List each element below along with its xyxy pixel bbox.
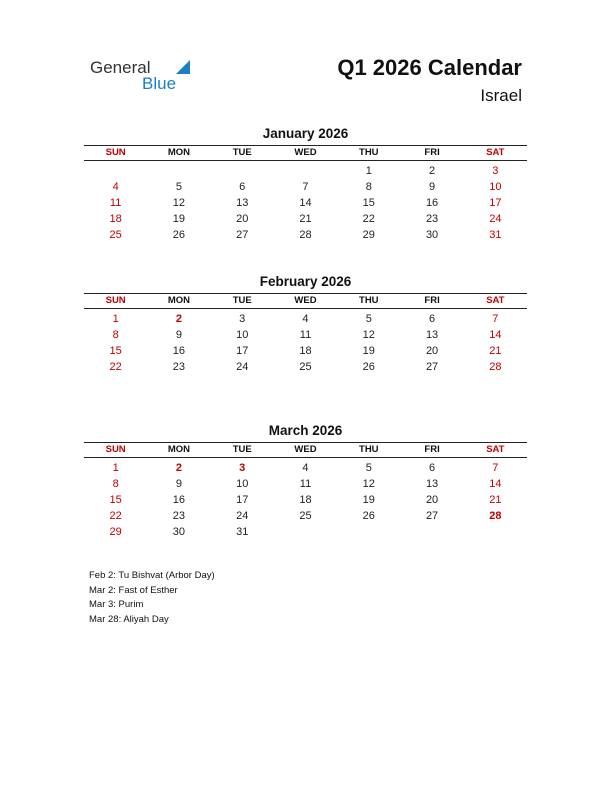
day-cell: 19: [172, 213, 186, 225]
day-grid: [84, 460, 527, 540]
page-title: Q1 2026 Calendar: [337, 55, 522, 80]
day-cell: 24: [489, 213, 502, 225]
day-cell: 5: [365, 462, 372, 474]
weekday-mon: MON: [167, 295, 190, 306]
weekday-tue: TUE: [232, 295, 252, 306]
day-cell: 15: [109, 494, 122, 506]
day-cell: 17: [489, 197, 502, 209]
day-cell: 1: [112, 462, 119, 474]
day-cell: 8: [112, 329, 119, 341]
day-cell: 21: [299, 213, 312, 225]
day-cell: 16: [425, 197, 439, 209]
day-cell: 25: [299, 361, 312, 373]
weekday-mon: MON: [167, 444, 190, 455]
day-cell: 25: [299, 510, 312, 522]
day-cell: 14: [489, 478, 502, 490]
day-cell: 13: [236, 197, 249, 209]
day-cell: 14: [489, 329, 502, 341]
weekday-tue: TUE: [232, 147, 252, 158]
weekday-sat: SAT: [486, 295, 505, 306]
day-cell: 2: [175, 462, 182, 474]
day-cell: 20: [425, 494, 439, 506]
day-cell: 29: [109, 526, 122, 538]
empty-day-cell: [147, 163, 210, 179]
day-cell: 7: [302, 181, 309, 193]
weekday-wed: WED: [294, 295, 317, 306]
weekday-wed: WED: [294, 444, 317, 455]
day-cell: 17: [236, 345, 249, 357]
day-cell: 10: [236, 478, 249, 490]
day-cell: 11: [109, 197, 122, 209]
day-cell: 10: [236, 329, 249, 341]
weekday-header: [84, 293, 527, 309]
day-cell: 25: [109, 229, 122, 241]
month-february: [84, 273, 527, 375]
weekday-fri: FRI: [424, 444, 440, 455]
month-title: March 2026: [268, 423, 343, 438]
day-cell: 26: [362, 361, 375, 373]
day-cell: 24: [236, 510, 249, 522]
day-cell: 12: [362, 329, 375, 341]
day-cell: 24: [236, 361, 249, 373]
day-cell: 11: [299, 329, 312, 341]
day-cell: 29: [362, 229, 375, 241]
weekday-header: [84, 442, 527, 458]
day-cell: 6: [429, 462, 436, 474]
day-cell: 27: [425, 361, 439, 373]
weekday-thu: THU: [359, 147, 379, 158]
day-cell: 26: [362, 510, 375, 522]
day-cell: 2: [429, 165, 436, 177]
day-cell: 28: [299, 229, 312, 241]
day-cell: 12: [362, 478, 375, 490]
day-cell: 15: [109, 345, 122, 357]
day-cell: 12: [172, 197, 186, 209]
holiday-item: Mar 28: Aliyah Day: [89, 613, 169, 625]
holiday-item: Mar 3: Purim: [89, 599, 144, 610]
logo-triangle-icon: [176, 60, 190, 74]
weekday-fri: FRI: [424, 147, 440, 158]
day-cell: 30: [172, 526, 186, 538]
day-cell: 4: [302, 313, 309, 325]
day-cell: 21: [489, 494, 502, 506]
day-cell: 7: [492, 313, 499, 325]
day-cell: 23: [172, 361, 186, 373]
empty-day-cell: [84, 163, 147, 179]
day-cell: 8: [365, 181, 372, 193]
weekday-sun: SUN: [105, 147, 126, 158]
day-cell: 18: [299, 345, 312, 357]
day-cell: 6: [239, 181, 246, 193]
day-cell: 30: [425, 229, 439, 241]
day-cell: 19: [362, 494, 375, 506]
day-cell: 9: [429, 181, 436, 193]
day-cell: 21: [489, 345, 502, 357]
day-cell: 5: [365, 313, 372, 325]
day-cell: 3: [492, 165, 499, 177]
day-cell: 19: [362, 345, 375, 357]
day-cell: 16: [172, 345, 186, 357]
month-march: [84, 422, 527, 540]
day-cell: 6: [429, 313, 436, 325]
day-cell: 2: [175, 313, 182, 325]
day-cell: 17: [236, 494, 249, 506]
day-cell: 31: [489, 229, 502, 241]
empty-day-cell: [211, 163, 274, 179]
holiday-list: [89, 569, 215, 627]
day-cell: 22: [109, 361, 122, 373]
weekday-wed: WED: [294, 147, 317, 158]
day-cell: 9: [175, 478, 182, 490]
day-cell: 4: [112, 181, 119, 193]
logo-general-text: General: [90, 58, 151, 77]
day-cell: 9: [175, 329, 182, 341]
day-cell: 27: [236, 229, 249, 241]
day-cell: 23: [425, 213, 439, 225]
month-title: January 2026: [262, 126, 349, 141]
holiday-item: Mar 2: Fast of Esther: [89, 584, 178, 596]
day-cell: 31: [236, 526, 249, 538]
month-title: February 2026: [259, 274, 352, 289]
month-january: [84, 125, 527, 243]
day-cell: 23: [172, 510, 186, 522]
weekday-fri: FRI: [424, 295, 440, 306]
holiday-item: Feb 2: Tu Bishvat (Arbor Day): [89, 570, 215, 581]
weekday-mon: MON: [167, 147, 190, 158]
day-cell: 27: [425, 510, 439, 522]
weekday-thu: THU: [359, 295, 379, 306]
weekday-thu: THU: [359, 444, 379, 455]
day-cell: 28: [489, 361, 502, 373]
day-cell: 3: [239, 313, 246, 325]
day-cell: 28: [489, 510, 502, 522]
weekday-sun: SUN: [105, 295, 126, 306]
day-grid: [84, 311, 527, 375]
day-cell: 1: [112, 313, 119, 325]
weekday-header: [84, 145, 527, 161]
day-cell: 22: [109, 510, 122, 522]
weekday-sat: SAT: [486, 147, 505, 158]
day-cell: 22: [362, 213, 375, 225]
weekday-sun: SUN: [105, 444, 126, 455]
day-cell: 15: [362, 197, 375, 209]
day-cell: 7: [492, 462, 499, 474]
day-cell: 16: [172, 494, 186, 506]
day-cell: 11: [299, 478, 312, 490]
logo: [90, 58, 190, 94]
country-name: Israel: [480, 86, 522, 105]
day-cell: 4: [302, 462, 309, 474]
weekday-tue: TUE: [232, 444, 252, 455]
day-cell: 1: [365, 165, 372, 177]
day-cell: 18: [109, 213, 122, 225]
day-cell: 13: [425, 478, 439, 490]
day-cell: 20: [236, 213, 249, 225]
day-cell: 10: [489, 181, 502, 193]
logo-blue-text: Blue: [142, 74, 177, 93]
day-cell: 14: [299, 197, 312, 209]
day-cell: 13: [425, 329, 439, 341]
day-cell: 8: [112, 478, 119, 490]
weekday-sat: SAT: [486, 444, 505, 455]
day-cell: 18: [299, 494, 312, 506]
day-cell: 3: [239, 462, 246, 474]
day-cell: 20: [425, 345, 439, 357]
day-cell: 5: [175, 181, 182, 193]
day-grid: [84, 163, 527, 243]
day-cell: 26: [172, 229, 186, 241]
empty-day-cell: [274, 163, 337, 179]
